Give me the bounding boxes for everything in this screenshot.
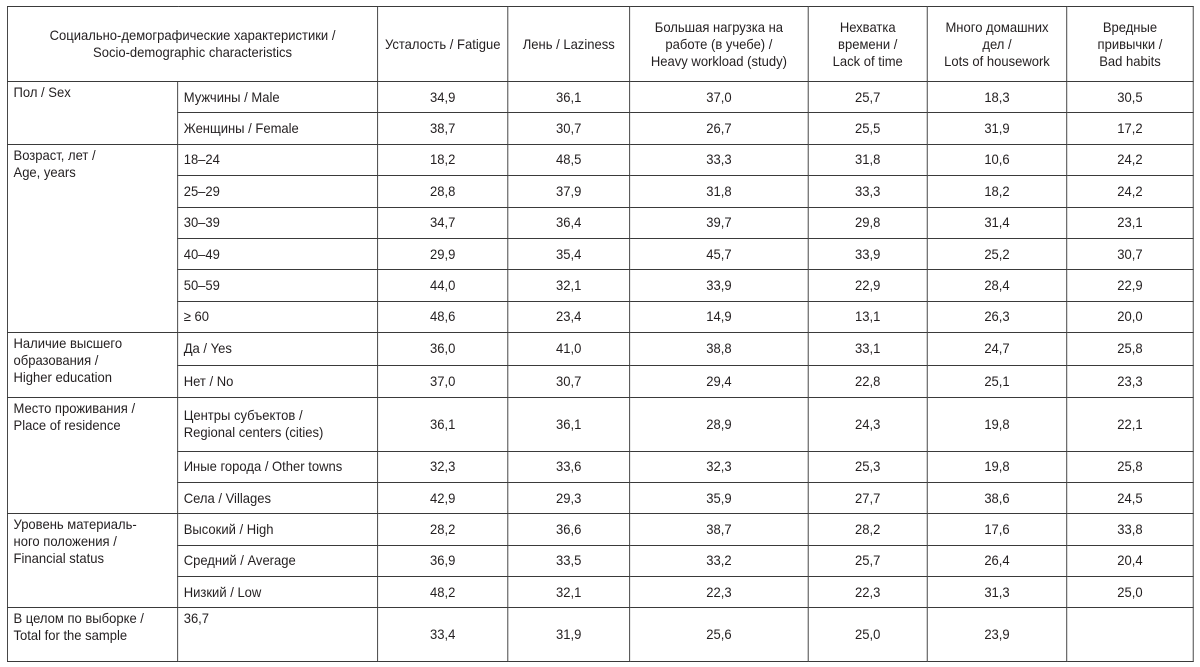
value-cell: 33,5: [508, 545, 630, 576]
value-cell: 18,3: [927, 82, 1067, 113]
table-row: [7, 144, 1193, 175]
group-label: [7, 144, 177, 332]
table-row: [7, 270, 1193, 301]
value-cell: 37,0: [630, 82, 809, 113]
header-bad-habits: [1067, 7, 1193, 82]
text-line: Большая нагрузка на: [654, 18, 784, 35]
text-line: Лень / Laziness: [522, 35, 615, 52]
total-value-cell: 25,6: [630, 608, 809, 662]
header-row: [7, 7, 1193, 82]
value-cell: 44,0: [378, 270, 508, 301]
value-cell: 22,3: [630, 577, 809, 608]
value-cell: 18,2: [378, 144, 508, 175]
value-cell: 32,3: [378, 451, 508, 482]
row-label: [178, 577, 378, 608]
value-cell: 13,1: [808, 301, 927, 332]
text-line: ≥ 60: [183, 308, 209, 325]
value-cell: 33,3: [808, 176, 927, 207]
value-cell: 22,1: [1067, 398, 1193, 451]
value-cell: 32,1: [508, 270, 630, 301]
row-label: [178, 333, 378, 366]
value-cell: 33,3: [630, 144, 809, 175]
value-cell: 31,4: [927, 207, 1067, 238]
total-value-cell: 31,9: [508, 608, 630, 662]
value-cell: 19,8: [927, 451, 1067, 482]
text-line: Место проживания /: [13, 400, 136, 417]
value-cell: 41,0: [508, 333, 630, 366]
value-cell: 48,6: [378, 301, 508, 332]
text-line: дел /: [982, 35, 1012, 52]
value-cell: 23,1: [1067, 207, 1193, 238]
value-cell: 22,9: [808, 270, 927, 301]
value-cell: 28,2: [378, 514, 508, 545]
text-line: Total for the sample: [13, 627, 128, 644]
value-cell: 25,8: [1067, 333, 1193, 366]
total-value-cell: 25,0: [808, 608, 927, 662]
text-line: В целом по выборке /: [13, 610, 144, 627]
text-line: Усталость / Fatigue: [384, 35, 501, 52]
value-cell: 24,7: [927, 333, 1067, 366]
value-cell: 14,9: [630, 301, 809, 332]
value-cell: 31,8: [630, 176, 809, 207]
text-line: Нехватка: [839, 18, 896, 35]
text-line: Age, years: [13, 163, 76, 180]
row-label: [178, 482, 378, 513]
value-cell: 29,3: [508, 482, 630, 513]
text-line: Уровень материаль-: [13, 516, 137, 533]
table-row: [7, 113, 1193, 144]
text-line: Пол / Sex: [13, 84, 71, 100]
text-line: образования /: [13, 352, 99, 368]
value-cell: 33,6: [508, 451, 630, 482]
value-cell: 23,3: [1067, 365, 1193, 398]
data-table: [7, 6, 1194, 662]
text-line: Place of residence: [13, 417, 121, 434]
value-cell: 28,9: [630, 398, 809, 451]
value-cell: 36,6: [508, 514, 630, 545]
text-line: Socio-demographic characteristics: [93, 44, 293, 60]
value-cell: 33,8: [1067, 514, 1193, 545]
row-label: [178, 514, 378, 545]
text-line: Иные города / Other towns: [183, 458, 343, 475]
value-cell: 32,3: [630, 451, 809, 482]
text-line: Да / Yes: [183, 340, 232, 357]
header-housework: [927, 7, 1067, 82]
value-cell: 33,9: [630, 270, 809, 301]
header-group-col: [7, 7, 377, 82]
value-cell: 25,8: [1067, 451, 1193, 482]
value-cell: 45,7: [630, 238, 809, 269]
value-cell: 22,8: [808, 365, 927, 398]
text-line: 40–49: [183, 245, 220, 262]
total-first-value: 36,7: [178, 608, 378, 662]
text-line: Социально-демографические характеристики /: [49, 27, 336, 43]
table-row: [7, 333, 1193, 366]
text-line: 18–24: [183, 151, 220, 168]
text-line: Высокий / High: [183, 520, 274, 537]
value-cell: 30,7: [508, 365, 630, 398]
table-row: [7, 301, 1193, 332]
value-cell: 25,5: [808, 113, 927, 144]
value-cell: 29,8: [808, 207, 927, 238]
value-cell: 25,1: [927, 365, 1067, 398]
value-cell: 39,7: [630, 207, 809, 238]
text-line: Средний / Average: [183, 552, 296, 569]
table-row: [7, 82, 1193, 113]
value-cell: 25,3: [808, 451, 927, 482]
group-label: [7, 514, 177, 608]
text-line: привычки /: [1097, 35, 1163, 52]
text-line: Женщины / Female: [183, 120, 299, 137]
header-lack-of-time: [808, 7, 927, 82]
table-row: [7, 482, 1193, 513]
table-row: [7, 451, 1193, 482]
value-cell: 31,9: [927, 113, 1067, 144]
value-cell: 26,3: [927, 301, 1067, 332]
value-cell: 33,9: [808, 238, 927, 269]
value-cell: 26,4: [927, 545, 1067, 576]
value-cell: 17,6: [927, 514, 1067, 545]
row-label: [178, 451, 378, 482]
value-cell: 36,9: [378, 545, 508, 576]
row-label: [178, 238, 378, 269]
row-label: [178, 301, 378, 332]
row-label: [178, 365, 378, 398]
total-value-cell: 33,4: [378, 608, 508, 662]
value-cell: 23,4: [508, 301, 630, 332]
value-cell: 25,7: [808, 545, 927, 576]
row-label: [178, 176, 378, 207]
total-label: [7, 608, 177, 662]
value-cell: 36,1: [378, 398, 508, 451]
row-label: [178, 113, 378, 144]
text-line: Мужчины / Male: [183, 88, 280, 105]
value-cell: 36,1: [508, 398, 630, 451]
value-cell: 24,3: [808, 398, 927, 451]
row-label: [178, 270, 378, 301]
value-cell: 24,5: [1067, 482, 1193, 513]
value-cell: 38,7: [378, 113, 508, 144]
value-cell: 18,2: [927, 176, 1067, 207]
value-cell: 29,9: [378, 238, 508, 269]
text-line: Bad habits: [1099, 52, 1161, 69]
value-cell: 34,7: [378, 207, 508, 238]
text-line: Центры субъектов /: [183, 407, 303, 424]
text-line: 50–59: [183, 276, 220, 293]
value-cell: 29,4: [630, 365, 809, 398]
value-cell: 22,3: [808, 577, 927, 608]
value-cell: 27,7: [808, 482, 927, 513]
value-cell: 25,0: [1067, 577, 1193, 608]
header-laziness: [508, 7, 630, 82]
text-line: 25–29: [183, 182, 220, 199]
text-line: Низкий / Low: [183, 583, 262, 600]
text-line: 30–39: [183, 214, 220, 231]
value-cell: 37,0: [378, 365, 508, 398]
table-row: [7, 207, 1193, 238]
text-line: Higher education: [13, 369, 112, 385]
value-cell: 30,7: [508, 113, 630, 144]
value-cell: 26,7: [630, 113, 809, 144]
header-heavy-workload: [630, 7, 809, 82]
text-line: Наличие высшего: [13, 335, 123, 351]
value-cell: 24,2: [1067, 176, 1193, 207]
table-row: [7, 176, 1193, 207]
text-line: Lack of time: [832, 52, 903, 69]
value-cell: 28,8: [378, 176, 508, 207]
text-line: Много домашних: [945, 18, 1049, 35]
value-cell: 38,6: [927, 482, 1067, 513]
header-fatigue: [378, 7, 508, 82]
group-label: [7, 333, 177, 398]
value-cell: 48,2: [378, 577, 508, 608]
value-cell: 37,9: [508, 176, 630, 207]
value-cell: 30,5: [1067, 82, 1193, 113]
value-cell: 30,7: [1067, 238, 1193, 269]
table-row: [7, 365, 1193, 398]
text-line: времени /: [838, 35, 898, 52]
value-cell: 42,9: [378, 482, 508, 513]
value-cell: 20,4: [1067, 545, 1193, 576]
row-label: [178, 207, 378, 238]
table-row: [7, 238, 1193, 269]
row-label: [178, 545, 378, 576]
text-line: Нет / No: [183, 372, 234, 389]
group-label: [7, 398, 177, 514]
total-value-cell: 23,9: [927, 608, 1067, 662]
value-cell: 24,2: [1067, 144, 1193, 175]
value-cell: 33,2: [630, 545, 809, 576]
text-line: работе (в учебе) /: [665, 35, 773, 52]
value-cell: 19,8: [927, 398, 1067, 451]
value-cell: 20,0: [1067, 301, 1193, 332]
value-cell: 28,2: [808, 514, 927, 545]
value-cell: 38,7: [630, 514, 809, 545]
value-cell: 31,8: [808, 144, 927, 175]
value-cell: 31,3: [927, 577, 1067, 608]
table-row: [7, 545, 1193, 576]
value-cell: 25,2: [927, 238, 1067, 269]
value-cell: 36,0: [378, 333, 508, 366]
row-label: [178, 82, 378, 113]
value-cell: 33,1: [808, 333, 927, 366]
text-line: Lots of housework: [944, 52, 1050, 69]
value-cell: 35,9: [630, 482, 809, 513]
value-cell: 10,6: [927, 144, 1067, 175]
text-line: Возраст, лет /: [13, 146, 96, 163]
total-row: [7, 608, 1193, 662]
text-line: Heavy workload (study): [650, 52, 787, 69]
value-cell: 17,2: [1067, 113, 1193, 144]
group-label: [7, 82, 177, 145]
text-line: Вредные: [1102, 18, 1158, 35]
row-label: [178, 398, 378, 451]
value-cell: 36,4: [508, 207, 630, 238]
text-line: Села / Villages: [183, 489, 271, 506]
value-cell: 35,4: [508, 238, 630, 269]
value-cell: 36,1: [508, 82, 630, 113]
value-cell: 22,9: [1067, 270, 1193, 301]
value-cell: 28,4: [927, 270, 1067, 301]
row-label: [178, 144, 378, 175]
text-line: Regional centers (cities): [183, 424, 324, 441]
table-row: [7, 398, 1193, 451]
value-cell: 34,9: [378, 82, 508, 113]
text-line: Financial status: [13, 550, 104, 567]
value-cell: 25,7: [808, 82, 927, 113]
value-cell: 48,5: [508, 144, 630, 175]
value-cell: 38,8: [630, 333, 809, 366]
table-row: [7, 577, 1193, 608]
table-row: [7, 514, 1193, 545]
table-body: [7, 82, 1193, 662]
value-cell: 32,1: [508, 577, 630, 608]
text-line: ного положения /: [13, 533, 117, 550]
total-value-cell: [1067, 608, 1193, 662]
